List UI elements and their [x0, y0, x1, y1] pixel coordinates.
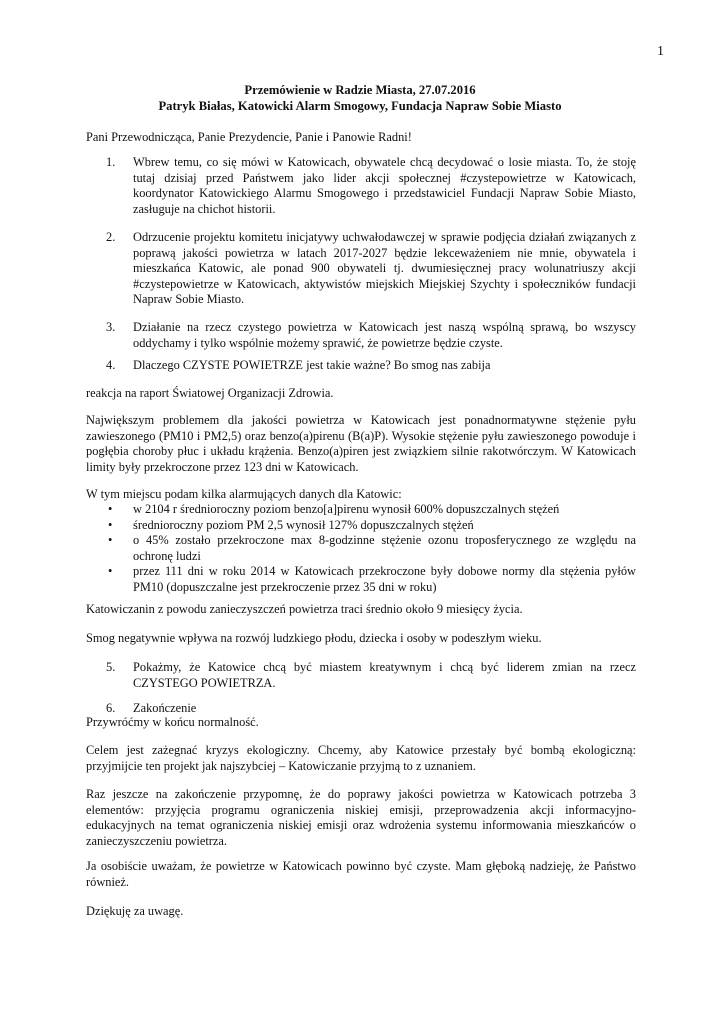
numbered-paragraph: Odrzucenie projektu komitetu inicjatywy uchwałodawczej w sprawie podjęcia działań związanych z poprawą jakości powietrza w latach 2017-2027 będzie lekceważeniem nie mnie, obywatela i mieszkańca Katowic, ale ponad 900 obywateli tj. dwumiesięcznej pracy wolunatriuszy akcji #czystepowietrze w Katowicach, aktywistów miejskich Miejskiej Szychty i społeczników fundacji Napraw Sobie Miasto.: [133, 230, 636, 307]
numbered-paragraph: Dlaczego CZYSTE POWIETRZE jest takie ważne? Bo smog nas zabija: [133, 358, 491, 372]
title-line-2: Patryk Białas, Katowicki Alarm Smogowy, Fundacja Napraw Sobie Miasto: [158, 99, 562, 113]
bullet-marker: •: [108, 518, 113, 532]
normality: Przywróćmy w końcu normalność.: [86, 715, 259, 729]
item-number: 1.: [106, 155, 116, 169]
item-number: 5.: [106, 660, 116, 674]
page-number: 1: [657, 44, 664, 59]
problem-paragraph: Największym problemem dla jakości powietrza w Katowicach jest ponadnormatywne stężenie pyłu zawieszonego (PM10 i PM2,5) oraz benzo(a)pirenu (B(a)P). Wysokie stężenie pyłu zawieszonego powoduje i pogłębia choroby płuc i układu krążenia. Benzo(a)piren jest związkiem silnie rakotwórczym. W Katowicach limity były przekroczone przez 123 dni w Katowicach.: [86, 413, 636, 474]
item-number: 2.: [106, 230, 116, 244]
bullet-marker: •: [108, 533, 113, 547]
document-title: [86, 82, 634, 114]
reaction-line: reakcja na raport Światowej Organizacji Zdrowia.: [86, 386, 334, 400]
salutation: Pani Przewodnicząca, Panie Prezydencie, Panie i Panowie Radni!: [86, 130, 412, 144]
bullet-item: przez 111 dni w roku 2014 w Katowicach przekroczone były dobowe normy dla stężenia pyłów PM10 (dopuszczalne jest przekroczenie przez 35 dni w roku): [133, 564, 636, 594]
bullet-marker: •: [108, 564, 113, 578]
data-intro: W tym miejscu podam kilka alarmujących danych dla Katowic:: [86, 487, 402, 501]
bullet-marker: •: [108, 502, 113, 516]
title-line-1: Przemówienie w Radzie Miasta, 27.07.2016: [244, 83, 476, 97]
smog-effect: Smog negatywnie wpływa na rozwój ludzkiego płodu, dziecka i osoby w podeszłym wieku.: [86, 631, 542, 645]
bullet-item: o 45% zostało przekroczone max 8-godzinne stężenie ozonu troposferycznego ze względu na ochronę ludzi: [133, 533, 636, 563]
numbered-paragraph: Wbrew temu, co się mówi w Katowicach, obywatele chcą decydować o losie miasta. To, że stoję tutaj dzisiaj przed Państwem jako lider akcji społecznej #czystepowietrze w Katowicach, koordynator Katowickiego Alarmu Smogowego i przedstawiciel Fundacji Napraw Sobie Miasto, zasługuje na chichot historii.: [133, 155, 636, 216]
personal-paragraph: Ja osobiście uważam, że powietrze w Katowicach powinno być czyste. Mam głęboką nadzieję, że Państwo również.: [86, 859, 636, 889]
bullet-item: w 2104 r średnioroczny poziom benzo[a]pirenu wynosił 600% dopuszczalnych stężeń: [133, 502, 560, 516]
summary-paragraph: Raz jeszcze na zakończenie przypomnę, że do poprawy jakości powietrza w Katowicach potrzeba 3 elementów: przyjęcia programu ograniczenia niskiej emisji, przeprowadzenia akcji informacyjno-edukacyjnych na temat ograniczenia niskiej emisji oraz wdrożenia systemu informowania mieszkańców o zanieczyszczeniu powietrza.: [86, 787, 636, 848]
goal-paragraph: Celem jest zażegnać kryzys ekologiczny. Chcemy, aby Katowice przestały być bombą ekologiczną: przyjmijcie ten projekt jak najszybciej – Katowiczanie przyjmą to z uznaniem.: [86, 743, 636, 773]
item-number: 4.: [106, 358, 116, 372]
numbered-paragraph: Działanie na rzecz czystego powietrza w Katowicach jest naszą wspólną sprawą, bo wszyscy oddychamy i tylko wspólnie możemy sprawić, że powietrze będzie czyste.: [133, 320, 636, 350]
item-number: 3.: [106, 320, 116, 334]
item-number: 6.: [106, 701, 116, 715]
thanks: Dziękuję za uwagę.: [86, 904, 184, 918]
numbered-paragraph: Pokażmy, że Katowice chcą być miastem kreatywnym i chcą być liderem zmian na rzecz CZYSTEGO POWIETRZA.: [133, 660, 636, 690]
life-loss: Katowiczanin z powodu zanieczyszczeń powietrza traci średnio około 9 miesięcy życia.: [86, 602, 523, 616]
numbered-paragraph: Zakończenie: [133, 701, 197, 715]
bullet-item: średnioroczny poziom PM 2,5 wynosił 127% dopuszczalnych stężeń: [133, 518, 474, 532]
